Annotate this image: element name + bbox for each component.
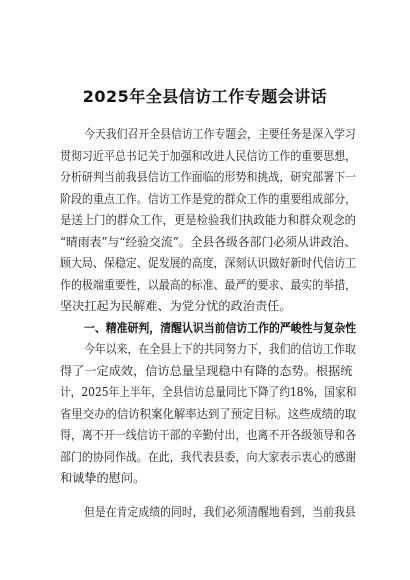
paragraph-line: “晴雨表”与“经验交流”。全县各级各部门必须从讲政治、	[60, 234, 357, 249]
document-title: 2025年全县信访工作专题会讲话	[82, 87, 328, 106]
paragraph-line: 部门的协同作战。在此，我代表县委，向大家表示衷心的感谢	[60, 449, 357, 464]
paragraph-line: 贯彻习近平总书记关于加强和改进人民信访工作的重要思想，	[60, 148, 357, 163]
paragraph-line: 今天我们召开全县信访工作专题会，主要任务是深入学习	[84, 127, 356, 141]
paragraph-line: 和诚挚的慰问。	[60, 471, 146, 485]
paragraph-line: 今年以来，在全县上下的共同努力下，我们的信访工作取	[84, 342, 356, 356]
paragraph-line: 得，离不开一线信访干部的辛勤付出，也离不开各级领导和各	[60, 428, 357, 442]
paragraph-line: 省里交办的信访积案化解率达到了预定目标。这些成绩的取	[60, 406, 356, 421]
heading-line: 一、精准研判，清醒认识当前信访工作的严峻性与复杂性	[84, 320, 357, 335]
paragraph-line: 阶段的重点工作。信访工作是党的群众工作的重要组成部分，	[60, 191, 357, 206]
paragraph-line: 坚决扛起为民解难、为党分忧的政治责任。	[60, 299, 292, 313]
paragraph-line: 作的极端重要性，以最高的标准、最严的要求、最实的举措，	[60, 277, 357, 292]
paragraph-line: 得了一定成效，信访总量呈现稳中有降的态势。根据统	[60, 363, 353, 378]
paragraph-line: 但是在肯定成绩的同时，我们必须清醒地看到，当前我县	[84, 504, 356, 519]
paragraph-line: 计，2025年上半年，全县信访总量同比下降了约18%，国家和	[60, 385, 357, 399]
paragraph-line: 是送上门的群众工作，更是检验我们执政能力和群众观念的	[60, 213, 356, 227]
paragraph-line: 分析研判当前我县信访工作面临的形势和挑战，研究部署下一	[60, 170, 357, 184]
paragraph-line: 顾大局、保稳定、促发展的高度，深刻认识做好新时代信访工	[60, 256, 357, 270]
